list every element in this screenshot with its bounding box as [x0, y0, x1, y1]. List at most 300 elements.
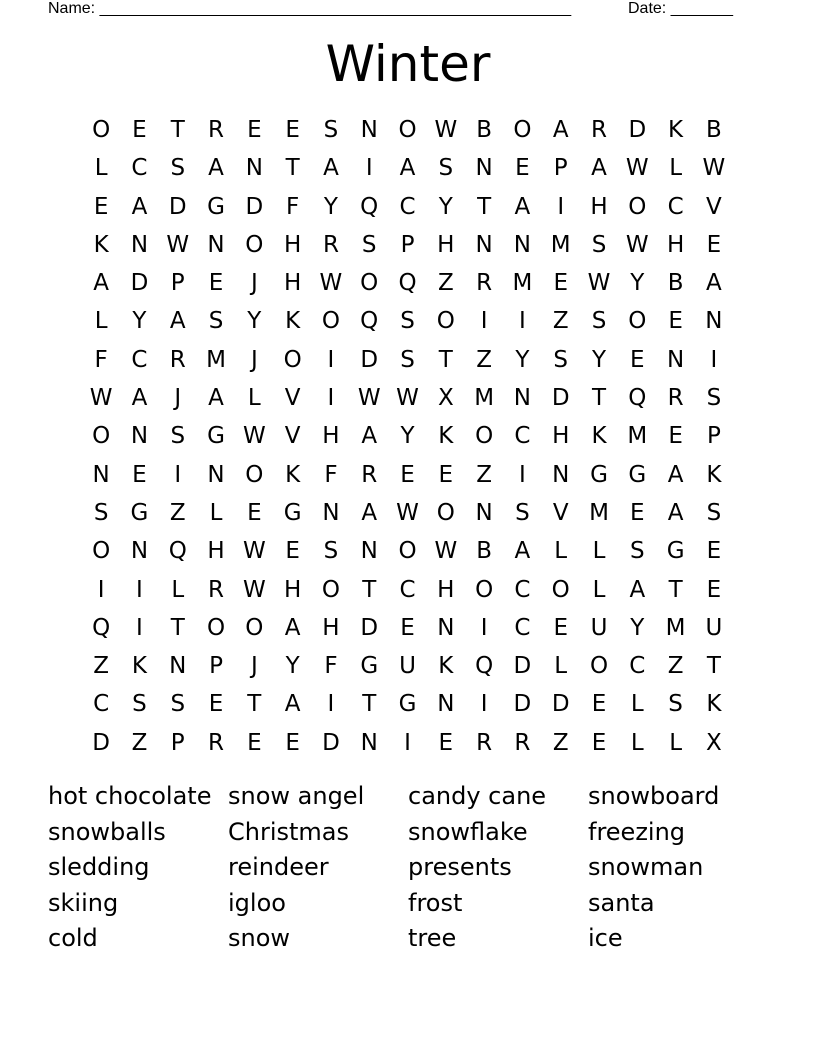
- grid-cell: D: [245, 193, 264, 220]
- grid-cell: W: [242, 576, 266, 603]
- grid-cell: I: [174, 461, 182, 488]
- grid-cell: A: [131, 193, 148, 220]
- grid-cell: K: [706, 691, 722, 718]
- grid-cell: D: [513, 653, 532, 680]
- grid-cell: W: [702, 155, 726, 182]
- grid-cell: M: [627, 423, 648, 450]
- grid-cell: D: [551, 691, 570, 718]
- grid-cell: K: [591, 423, 607, 450]
- grid-cell: D: [168, 193, 187, 220]
- grid-cell: N: [360, 729, 378, 756]
- grid-cell: Z: [667, 653, 684, 680]
- grid-cell: N: [513, 231, 532, 258]
- grid-cell: W: [166, 231, 190, 258]
- grid-cell: O: [628, 308, 647, 335]
- grid-cell: T: [362, 576, 377, 603]
- grid-cell: I: [327, 691, 335, 718]
- grid-cell: E: [285, 117, 300, 143]
- grid-cell: P: [400, 231, 415, 258]
- grid-cell: O: [436, 499, 455, 526]
- grid-cell: W: [625, 231, 649, 258]
- grid-cell: Z: [169, 499, 186, 526]
- grid-cell: Z: [552, 308, 569, 335]
- grid-cell: Y: [400, 423, 415, 450]
- word-list-item: snow angel: [228, 782, 365, 810]
- grid-cell: E: [438, 461, 454, 488]
- grid-cell: R: [322, 231, 339, 258]
- grid-cell: B: [476, 117, 492, 143]
- grid-cell: Z: [552, 729, 569, 756]
- grid-cell: D: [360, 346, 379, 373]
- grid-cell: E: [706, 576, 722, 603]
- grid-cell: T: [247, 691, 262, 718]
- grid-cell: L: [669, 729, 683, 756]
- word-list-item: frost: [408, 888, 463, 917]
- grid-cell: O: [245, 614, 264, 641]
- word-list-item: Christmas: [228, 817, 350, 846]
- grid-cell: A: [323, 155, 339, 182]
- word-list-item: igloo: [228, 888, 286, 917]
- grid-cell: L: [209, 499, 223, 526]
- grid-cell: E: [438, 729, 454, 756]
- grid-cell: N: [207, 461, 225, 488]
- word-list-item: cold: [48, 924, 98, 953]
- grid-cell: Q: [360, 193, 379, 220]
- grid-cell: I: [710, 346, 718, 373]
- grid-cell: W: [587, 270, 611, 297]
- grid-cell: X: [706, 729, 722, 756]
- grid-cell: Y: [591, 346, 607, 373]
- grid-cell: A: [208, 385, 224, 412]
- grid-cell: N: [360, 538, 378, 565]
- grid-cell: E: [591, 729, 607, 756]
- grid-cell: B: [706, 117, 722, 143]
- grid-cell: S: [170, 155, 186, 182]
- word-list-item: skiing: [48, 888, 119, 917]
- grid-cell: F: [286, 193, 300, 220]
- grid-cell: S: [706, 385, 722, 412]
- grid-cell: E: [706, 231, 722, 258]
- grid-cell: H: [666, 231, 685, 258]
- grid-cell: E: [591, 691, 607, 718]
- grid-cell: T: [706, 653, 721, 680]
- grid-cell: N: [207, 231, 225, 258]
- word-list-item: candy cane: [408, 782, 547, 810]
- grid-cell: T: [170, 117, 185, 143]
- grid-cell: S: [668, 691, 683, 718]
- grid-cell: U: [399, 653, 416, 680]
- grid-cell: S: [323, 538, 339, 565]
- grid-cell: N: [475, 155, 493, 182]
- grid-cell: G: [360, 653, 379, 680]
- letter-grid: [82, 111, 733, 762]
- word-list-item: hot chocolate: [48, 782, 212, 810]
- word-list-item: snowflake: [408, 817, 528, 846]
- grid-cell: E: [93, 193, 109, 220]
- grid-cell: Q: [92, 614, 111, 641]
- grid-cell: Z: [476, 461, 492, 488]
- grid-cell: O: [513, 117, 532, 143]
- grid-cell: R: [476, 729, 493, 756]
- grid-cell: E: [400, 614, 415, 641]
- grid-cell: A: [93, 270, 110, 297]
- grid-cell: N: [322, 499, 340, 526]
- grid-cell: I: [97, 576, 105, 603]
- grid-cell: J: [174, 385, 182, 412]
- grid-cell: A: [514, 538, 531, 565]
- grid-cell: E: [630, 499, 645, 526]
- grid-cell: Z: [131, 729, 148, 756]
- grid-cell: G: [628, 461, 647, 488]
- grid-cell: H: [283, 576, 302, 603]
- grid-cell: H: [283, 231, 302, 258]
- grid-cell: R: [169, 346, 186, 373]
- grid-cell: C: [399, 576, 416, 603]
- grid-cell: T: [591, 385, 607, 412]
- grid-cell: M: [665, 614, 686, 641]
- grid-cell: I: [480, 691, 488, 718]
- grid-cell: E: [668, 308, 683, 335]
- grid-cell: Y: [285, 653, 300, 680]
- grid-cell: L: [554, 538, 568, 565]
- word-list-item: tree: [408, 924, 457, 953]
- grid-cell: W: [357, 385, 381, 412]
- grid-cell: H: [283, 270, 302, 297]
- grid-cell: I: [327, 346, 335, 373]
- grid-cell: E: [553, 270, 568, 297]
- name-field-label: Name: _____________________________________________________: [48, 0, 572, 17]
- grid-cell: O: [360, 270, 379, 297]
- grid-cell: G: [666, 538, 685, 565]
- grid-cell: D: [551, 385, 570, 412]
- grid-cell: O: [321, 308, 340, 335]
- grid-cell: G: [130, 499, 149, 526]
- grid-cell: T: [477, 193, 492, 220]
- grid-cell: S: [93, 499, 109, 526]
- grid-cell: A: [208, 155, 224, 182]
- header-line: [48, 0, 748, 20]
- grid-cell: N: [475, 499, 493, 526]
- grid-cell: K: [438, 653, 454, 680]
- grid-cell: O: [92, 423, 111, 450]
- grid-cell: A: [706, 270, 722, 297]
- grid-cell: K: [438, 423, 454, 450]
- grid-cell: J: [250, 653, 258, 680]
- grid-cell: E: [668, 423, 683, 450]
- word-list-item: ice: [588, 924, 623, 953]
- grid-cell: Y: [247, 308, 262, 335]
- grid-cell: W: [242, 538, 266, 565]
- grid-cell: E: [285, 538, 300, 565]
- grid-cell: O: [475, 423, 494, 450]
- grid-cell: Y: [630, 614, 645, 641]
- grid-cell: K: [285, 308, 301, 335]
- grid-cell: G: [207, 423, 225, 450]
- grid-cell: A: [284, 614, 301, 641]
- grid-cell: N: [130, 231, 149, 258]
- grid-cell: C: [667, 193, 684, 220]
- grid-cell: C: [514, 576, 531, 603]
- grid-cell: J: [250, 270, 258, 297]
- grid-cell: U: [705, 614, 723, 641]
- grid-cell: N: [437, 614, 455, 641]
- grid-cell: W: [89, 385, 113, 412]
- grid-cell: S: [706, 499, 722, 526]
- grid-cell: N: [92, 461, 110, 488]
- grid-cell: R: [667, 385, 684, 412]
- grid-cell: I: [327, 385, 335, 412]
- grid-cell: W: [625, 155, 649, 182]
- grid-cell: D: [130, 270, 149, 297]
- grid-cell: O: [245, 231, 264, 258]
- grid-cell: S: [553, 346, 569, 373]
- grid-cell: L: [669, 155, 683, 182]
- grid-cell: L: [592, 538, 606, 565]
- grid-cell: A: [361, 499, 378, 526]
- grid-cell: Y: [515, 346, 530, 373]
- grid-cell: F: [324, 653, 338, 680]
- grid-cell: I: [136, 576, 143, 603]
- grid-cell: I: [404, 729, 411, 756]
- grid-cell: K: [285, 461, 301, 488]
- grid-cell: Y: [132, 308, 147, 335]
- grid-cell: R: [476, 270, 493, 297]
- grid-cell: P: [553, 155, 568, 182]
- grid-cell: E: [630, 346, 645, 373]
- grid-cell: E: [515, 155, 530, 182]
- date-field-label: Date: _______: [628, 0, 733, 17]
- word-list-item: snowboard: [588, 782, 720, 810]
- grid-cell: T: [438, 346, 453, 373]
- grid-cell: O: [92, 117, 111, 143]
- grid-cell: G: [398, 691, 417, 718]
- grid-cell: P: [170, 270, 185, 297]
- grid-cell: T: [362, 691, 377, 718]
- grid-cell: H: [322, 614, 340, 641]
- grid-cell: S: [208, 308, 224, 335]
- grid-cell: T: [285, 155, 300, 182]
- grid-cell: R: [208, 117, 225, 143]
- grid-cell: D: [360, 614, 379, 641]
- grid-cell: H: [437, 231, 455, 258]
- grid-cell: K: [668, 117, 684, 143]
- grid-cell: O: [92, 538, 111, 565]
- grid-cell: C: [93, 691, 110, 718]
- grid-cell: V: [706, 193, 722, 220]
- grid-cell: H: [552, 423, 570, 450]
- grid-cell: O: [398, 538, 417, 565]
- grid-cell: A: [399, 155, 416, 182]
- grid-cell: H: [590, 193, 608, 220]
- grid-cell: S: [400, 346, 415, 373]
- grid-cell: N: [360, 117, 378, 143]
- grid-cell: W: [242, 423, 266, 450]
- grid-cell: S: [591, 231, 607, 258]
- grid-cell: E: [400, 461, 415, 488]
- grid-cell: S: [170, 691, 186, 718]
- grid-cell: B: [667, 270, 684, 297]
- grid-cell: S: [591, 308, 607, 335]
- grid-cell: W: [434, 538, 458, 565]
- grid-cell: S: [132, 691, 147, 718]
- grid-cell: R: [514, 729, 531, 756]
- grid-cell: C: [131, 346, 148, 373]
- grid-cell: I: [519, 461, 526, 488]
- grid-cell: E: [208, 691, 224, 718]
- grid-cell: O: [283, 346, 302, 373]
- word-list-item: santa: [588, 888, 655, 917]
- grid-cell: Y: [630, 270, 645, 297]
- word-list-item: reindeer: [228, 853, 329, 882]
- grid-cell: N: [705, 308, 723, 335]
- grid-cell: N: [437, 691, 455, 718]
- grid-cell: E: [553, 614, 568, 641]
- grid-cell: G: [207, 193, 225, 220]
- grid-cell: P: [706, 423, 721, 450]
- grid-cell: Q: [168, 538, 187, 565]
- grid-cell: B: [476, 538, 492, 565]
- grid-cell: E: [208, 270, 224, 297]
- grid-cell: H: [322, 423, 340, 450]
- grid-cell: I: [136, 614, 143, 641]
- grid-cell: E: [285, 729, 300, 756]
- grid-cell: I: [519, 308, 526, 335]
- grid-cell: P: [170, 729, 185, 756]
- grid-cell: V: [284, 423, 301, 450]
- grid-cell: R: [208, 576, 225, 603]
- word-list-item: snowballs: [48, 817, 166, 846]
- grid-cell: E: [132, 461, 147, 488]
- word-list-item: presents: [408, 853, 512, 882]
- grid-cell: O: [245, 461, 264, 488]
- grid-cell: A: [131, 385, 148, 412]
- grid-cell: N: [130, 538, 149, 565]
- grid-cell: C: [399, 193, 416, 220]
- grid-cell: O: [628, 193, 647, 220]
- grid-cell: N: [130, 423, 149, 450]
- grid-cell: C: [131, 155, 148, 182]
- grid-cell: D: [628, 117, 647, 143]
- grid-cell: Q: [475, 653, 494, 680]
- grid-cell: N: [552, 461, 570, 488]
- grid-cell: S: [630, 538, 645, 565]
- grid-cell: L: [630, 691, 644, 718]
- grid-cell: L: [171, 576, 185, 603]
- grid-cell: J: [250, 346, 258, 373]
- grid-cell: S: [515, 499, 530, 526]
- grid-cell: A: [514, 193, 531, 220]
- grid-cell: Z: [476, 346, 492, 373]
- grid-cell: C: [629, 653, 646, 680]
- grid-cell: K: [706, 461, 722, 488]
- grid-cell: O: [589, 653, 609, 680]
- grid-cell: F: [94, 346, 108, 373]
- grid-cell: V: [552, 499, 569, 526]
- grid-cell: M: [206, 346, 226, 373]
- grid-cell: F: [324, 461, 338, 488]
- grid-cell: Q: [360, 308, 379, 335]
- grid-cell: L: [630, 729, 644, 756]
- grid-cell: A: [169, 308, 186, 335]
- grid-cell: N: [475, 231, 493, 258]
- grid-cell: G: [590, 461, 608, 488]
- grid-cell: W: [396, 385, 419, 412]
- grid-cell: A: [361, 423, 378, 450]
- grid-cell: I: [480, 614, 488, 641]
- grid-cell: A: [667, 461, 684, 488]
- grid-cell: L: [94, 308, 108, 335]
- grid-cell: D: [322, 729, 340, 756]
- grid-cell: M: [474, 385, 495, 412]
- grid-cell: H: [207, 538, 225, 565]
- grid-cell: O: [475, 576, 494, 603]
- grid-cell: X: [437, 385, 454, 412]
- grid-cell: W: [319, 270, 343, 297]
- grid-cell: M: [512, 270, 533, 297]
- grid-cell: L: [247, 385, 261, 412]
- grid-cell: R: [591, 117, 607, 143]
- grid-cell: Y: [323, 193, 338, 220]
- grid-cell: Q: [628, 385, 647, 412]
- page-title: Winter: [325, 35, 491, 93]
- grid-cell: E: [132, 117, 147, 143]
- grid-cell: G: [283, 499, 302, 526]
- grid-cell: P: [209, 653, 223, 680]
- grid-cell: A: [552, 117, 569, 143]
- word-list-item: snowman: [588, 853, 704, 882]
- grid-cell: V: [284, 385, 301, 412]
- grid-cell: T: [170, 614, 185, 641]
- grid-cell: N: [513, 385, 532, 412]
- grid-cell: S: [438, 155, 454, 182]
- grid-cell: S: [400, 308, 415, 335]
- grid-cell: A: [629, 576, 646, 603]
- grid-cell: O: [321, 576, 340, 603]
- grid-cell: N: [169, 653, 187, 680]
- grid-cell: T: [668, 576, 683, 603]
- grid-cell: A: [591, 155, 607, 182]
- grid-cell: R: [208, 729, 225, 756]
- grid-cell: U: [590, 614, 608, 641]
- grid-cell: I: [480, 308, 488, 335]
- grid-cell: O: [398, 117, 417, 143]
- grid-cell: D: [513, 691, 532, 718]
- word-list-item: freezing: [588, 817, 686, 846]
- grid-cell: Q: [398, 270, 417, 297]
- grid-cell: M: [589, 499, 609, 526]
- grid-cell: O: [206, 614, 226, 641]
- grid-cell: S: [323, 117, 339, 143]
- word-list-item: sledding: [48, 853, 150, 882]
- grid-cell: N: [666, 346, 685, 373]
- grid-cell: L: [94, 155, 108, 182]
- grid-cell: I: [557, 193, 565, 220]
- grid-cell: W: [396, 499, 419, 526]
- grid-cell: Z: [93, 653, 110, 680]
- grid-cell: C: [514, 423, 531, 450]
- grid-cell: E: [247, 729, 262, 756]
- grid-cell: I: [365, 155, 373, 182]
- grid-cell: K: [93, 231, 109, 258]
- word-list: [48, 779, 768, 957]
- grid-cell: L: [554, 653, 568, 680]
- grid-cell: O: [436, 308, 455, 335]
- word-list-item: snow: [228, 924, 291, 953]
- grid-cell: S: [361, 231, 377, 258]
- grid-cell: O: [551, 576, 570, 603]
- grid-cell: H: [437, 576, 455, 603]
- grid-cell: N: [245, 155, 263, 182]
